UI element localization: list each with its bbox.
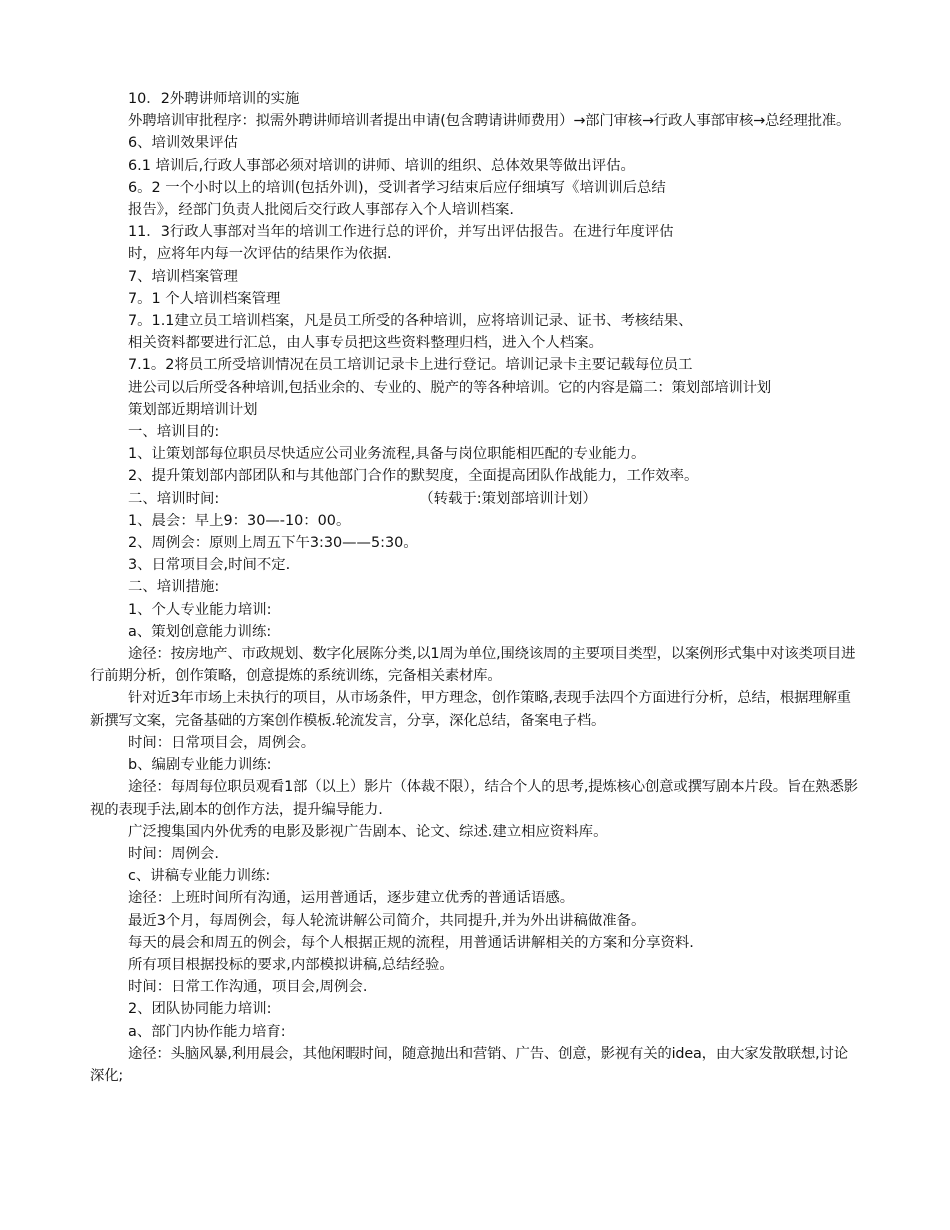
text-line: 二、培训措施: — [128, 579, 220, 596]
text-line — [90, 488, 860, 510]
text-line: 2、周例会：原则上周五下午3:30——5:30。 — [128, 535, 418, 552]
text-line: a、策划创意能力训练: — [128, 623, 272, 640]
text-line: 1、个人专业能力培训: — [128, 601, 272, 618]
text-line: 1、让策划部每位职员尽快适应公司业务流程,具备与岗位职能相匹配的专业能力。 — [128, 446, 646, 463]
text-line: 时间：日常项目会，周例会。 — [128, 734, 316, 751]
text-line: 6.1 培训后,行政人事部必须对培训的讲师、培训的组织、总体效果等做出评估。 — [128, 157, 635, 174]
section-heading: 二、培训时间: — [128, 490, 220, 507]
text-line: 外聘培训审批程序：拟需外聘讲师培训者提出申请(包含聘请讲师费用）→部门审核→行政人事部审核→总经理批准。 — [128, 113, 851, 130]
text-line: 7。1.1建立员工培训档案，凡是员工所受的各种培训，应将培训记录、证书、考核结果、 — [128, 313, 693, 330]
text-line: 所有项目根据投标的要求,内部模拟讲稿,总结经验。 — [128, 956, 454, 973]
text-line: 最近3个月，每周例会，每人轮流讲解公司简介，共同提升,并为外出讲稿做准备。 — [128, 912, 646, 929]
text-line: 每天的晨会和周五的例会，每个人根据正规的流程，用普通话讲解相关的方案和分享资料. — [128, 934, 694, 951]
text-line: 途径：按房地产、市政规划、数字化展陈分类,以1周为单位,围绕该周的主要项目类型，以案例形式集中对该类项目进行前期分析，创作策略，创意提炼的系统训练，完备相关素材库。 — [90, 646, 856, 685]
text-line: 途径：头脑风暴,利用晨会，其他闲暇时间，随意抛出和营销、广告、创意，影视有关的idea，由大家发散联想,讨论深化; — [90, 1045, 848, 1084]
document-body — [90, 88, 860, 1087]
text-line: 11．3行政人事部对当年的培训工作进行总的评价，并写出评估报告。在进行年度评估 — [128, 224, 674, 241]
text-line: 1、晨会：早上9：30—-10：00。 — [128, 512, 351, 529]
text-line: 6、培训效果评估 — [128, 135, 238, 152]
text-line: 广泛搜集国内外优秀的电影及影视广告剧本、论文、综述.建立相应资料库。 — [128, 823, 608, 840]
text-line: c、讲稿专业能力训练: — [128, 868, 271, 885]
repost-note: （转载于:策划部培训计划） — [419, 490, 597, 507]
text-line: 7。1 个人培训档案管理 — [128, 290, 281, 307]
text-line: 报告》，经部门负责人批阅后交行政人事部存入个人培训档案. — [128, 202, 514, 219]
text-line: 6。2 一个小时以上的培训(包括外训)，受训者学习结束后应仔细填写《培训训后总结 — [128, 179, 666, 196]
text-line: 策划部近期培训计划 — [128, 401, 258, 418]
text-line: 时间：周例会. — [128, 845, 219, 862]
text-line: 2、提升策划部内部团队和与其他部门合作的默契度，全面提高团队作战能力，工作效率。 — [128, 468, 699, 485]
text-line: 7、培训档案管理 — [128, 268, 238, 285]
text-line: 10．2外聘讲师培训的实施 — [128, 91, 300, 107]
text-line: 3、日常项目会,时间不定. — [128, 557, 291, 574]
text-line: 时，应将年内每一次评估的结果作为依据. — [128, 246, 392, 263]
text-line: 时间：日常工作沟通，项目会,周例会. — [128, 979, 368, 996]
text-line: 2、团队协同能力培训: — [128, 1001, 272, 1018]
text-line: 7.1。2将员工所受培训情况在员工培训记录卡上进行登记。培训记录卡主要记载每位员工 — [128, 357, 693, 374]
text-line: 途径：上班时间所有沟通，运用普通话，逐步建立优秀的普通话语感。 — [128, 890, 575, 907]
text-line: 相关资料都要进行汇总，由人事专员把这些资料整理归档，进入个人档案。 — [128, 335, 603, 352]
text-line: b、编剧专业能力训练: — [128, 757, 272, 774]
text-line: a、部门内协作能力培育: — [128, 1023, 286, 1040]
text-line: 进公司以后所受各种培训,包括业余的、专业的、脱产的等各种培训。它的内容是篇二：策划部培训计划 — [128, 379, 771, 396]
text-line: 途径：每周每位职员观看1部（以上）影片（体裁不限），结合个人的思考,提炼核心创意或撰写剧本片段。旨在熟悉影视的表现手法,剧本的创作方法，提升编导能力. — [90, 779, 858, 818]
text-line: 针对近3年市场上未执行的项目，从市场条件，甲方理念，创作策略,表现手法四个方面进行分析，总结，根据理解重新撰写文案，完备基础的方案创作模板.轮流发言，分享，深化总结，备案电子档。 — [90, 690, 851, 729]
text-line: 一、培训目的: — [128, 424, 220, 441]
